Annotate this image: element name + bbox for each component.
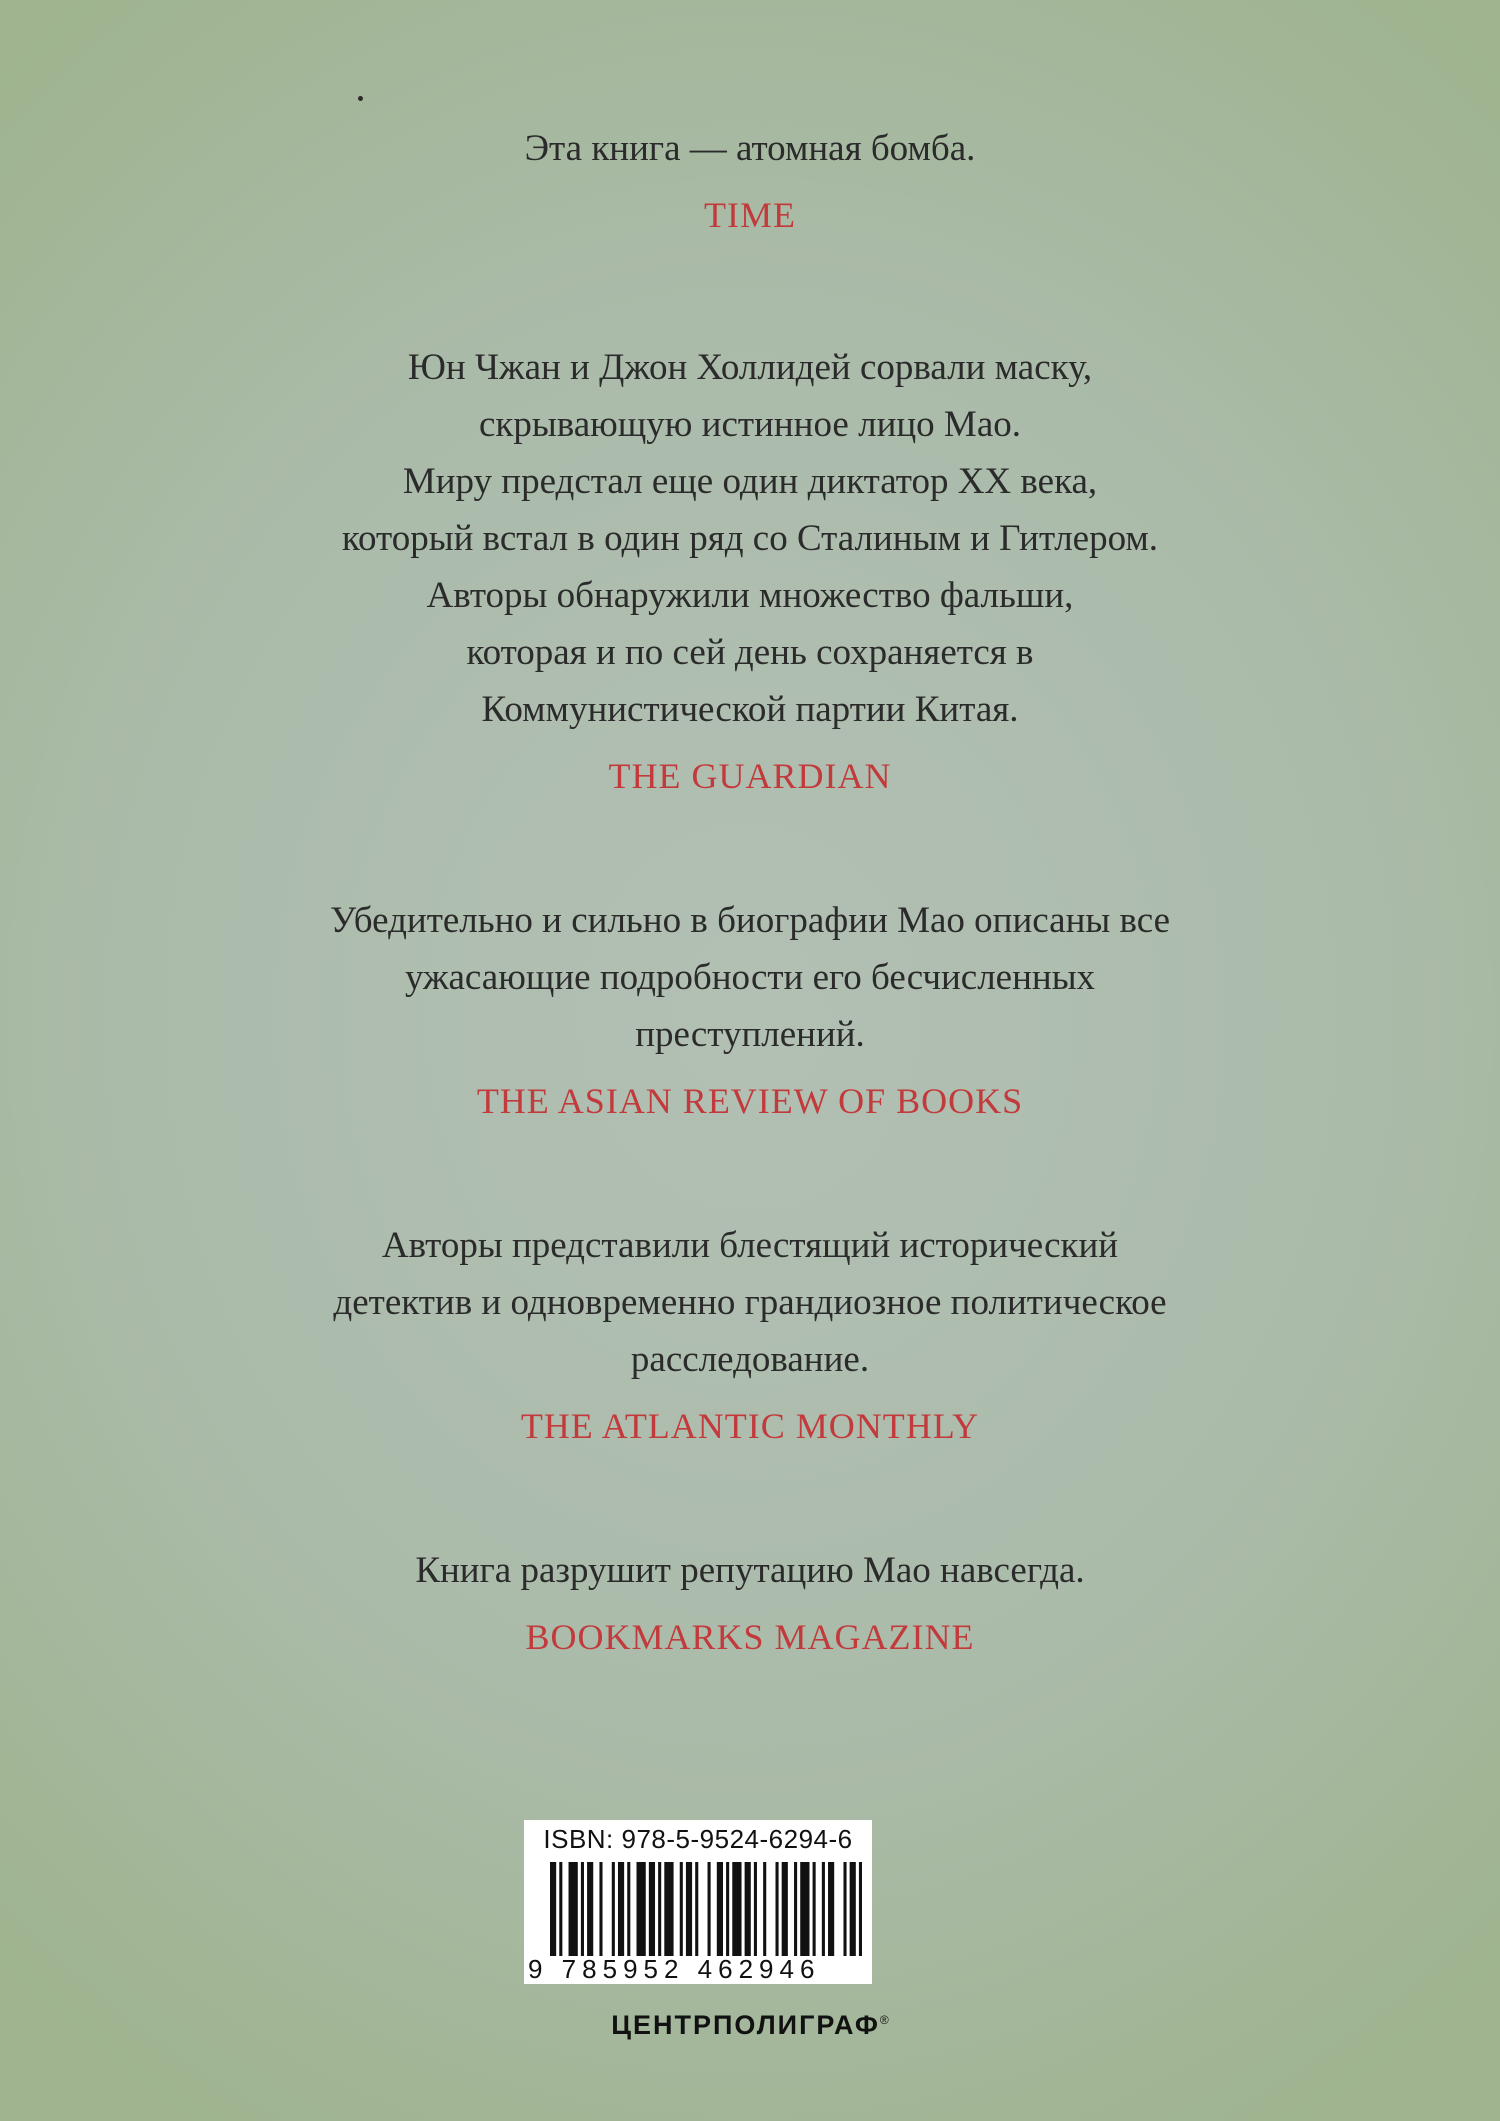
publisher-name: ЦЕНТРПОЛИГРАФ: [611, 2010, 880, 2040]
quote-line: расследование.: [630, 1339, 870, 1380]
barcode-bar: [627, 1862, 630, 1956]
quote-line: Юн Чжан и Джон Холлидей сорвали маску,: [407, 347, 1093, 388]
barcode-bar: [599, 1862, 602, 1956]
review-source: TIME: [704, 195, 796, 235]
quote-line: преступлений.: [635, 1014, 865, 1055]
barcode-bars: [550, 1862, 862, 1956]
barcode-bar: [587, 1862, 593, 1956]
review-quote: [150, 1542, 1350, 1599]
review-atlantic: [150, 1217, 1350, 1450]
quote-line: Убедительно и сильно в биографии Мао описаны все: [329, 900, 1171, 941]
quote-line: Эта книга — атомная бомба.: [524, 128, 976, 169]
print-speck: [358, 96, 363, 101]
barcode-bar: [782, 1862, 788, 1956]
barcode-bar: [859, 1862, 862, 1956]
barcode-bar: [695, 1862, 698, 1956]
review-source: BOOKMARKS MAGAZINE: [525, 1617, 975, 1657]
barcode-bar: [637, 1862, 646, 1956]
isbn-barcode: [524, 1820, 872, 1984]
quote-line: который встал в один ряд со Сталиным и Гитлером.: [341, 518, 1159, 559]
quote-line: детектив и одновременно грандиозное политическое: [333, 1282, 1167, 1323]
barcode-bar: [776, 1862, 779, 1956]
barcode-bar: [680, 1862, 683, 1956]
barcode-bar: [708, 1862, 711, 1956]
barcode-bar: [717, 1862, 723, 1956]
barcode-digits: 9 785952 462946: [528, 1954, 821, 1984]
review-time: [150, 120, 1350, 239]
review-source: THE ATLANTIC MONTHLY: [520, 1406, 980, 1446]
review-asian-review: [150, 892, 1350, 1125]
barcode-bar: [828, 1862, 834, 1956]
barcode-bar: [618, 1862, 624, 1956]
isbn-label: ISBN: 978-5-9524-6294-6: [543, 1824, 853, 1854]
review-quotes: [150, 120, 1350, 1661]
barcode-bar: [664, 1862, 673, 1956]
barcode-bar: [800, 1862, 809, 1956]
review-guardian: [150, 339, 1350, 800]
barcode-bar: [754, 1862, 757, 1956]
barcode-bar: [550, 1862, 556, 1956]
barcode-bar: [649, 1862, 655, 1956]
barcode-bar: [658, 1862, 661, 1956]
barcode-bar: [850, 1862, 856, 1956]
barcode-bar: [686, 1862, 692, 1956]
review-bookmarks: [150, 1542, 1350, 1661]
review-quote: [150, 1217, 1350, 1388]
quote-line: Авторы обнаружили множество фальши,: [426, 575, 1074, 616]
barcode-bar: [559, 1862, 562, 1956]
barcode-bar: [822, 1862, 825, 1956]
quote-line: скрывающую истинное лицо Мао.: [479, 404, 1021, 445]
quote-line: ужасающие подробности его бесчисленных: [404, 957, 1096, 998]
barcode-bar: [843, 1862, 846, 1956]
quote-line: Коммунистической партии Китая.: [481, 689, 1019, 730]
barcode-bar: [732, 1862, 741, 1956]
barcode-bar: [794, 1862, 797, 1956]
quote-line: Книга разрушит репутацию Мао навсегда.: [415, 1550, 1085, 1591]
review-quote: [150, 120, 1350, 177]
review-quote: [150, 892, 1350, 1063]
review-quote: [150, 339, 1350, 738]
barcode-bar: [745, 1862, 751, 1956]
barcode-bar: [612, 1862, 615, 1956]
barcode-bar: [813, 1862, 816, 1956]
review-source: THE ASIAN REVIEW OF BOOKS: [476, 1081, 1024, 1121]
quote-line: Авторы представили блестящий исторический: [381, 1225, 1119, 1266]
barcode-bar: [726, 1862, 729, 1956]
barcode-bar: [763, 1862, 766, 1956]
review-source: THE GUARDIAN: [608, 756, 892, 796]
quote-line: Миру предстал еще один диктатор XX века,: [402, 461, 1098, 502]
registered-mark: ®: [879, 2013, 889, 2027]
publisher-logo: [540, 2010, 960, 2041]
quote-line: которая и по сей день сохраняется в: [466, 632, 1034, 673]
barcode-bar: [569, 1862, 578, 1956]
barcode-bar: [581, 1862, 584, 1956]
